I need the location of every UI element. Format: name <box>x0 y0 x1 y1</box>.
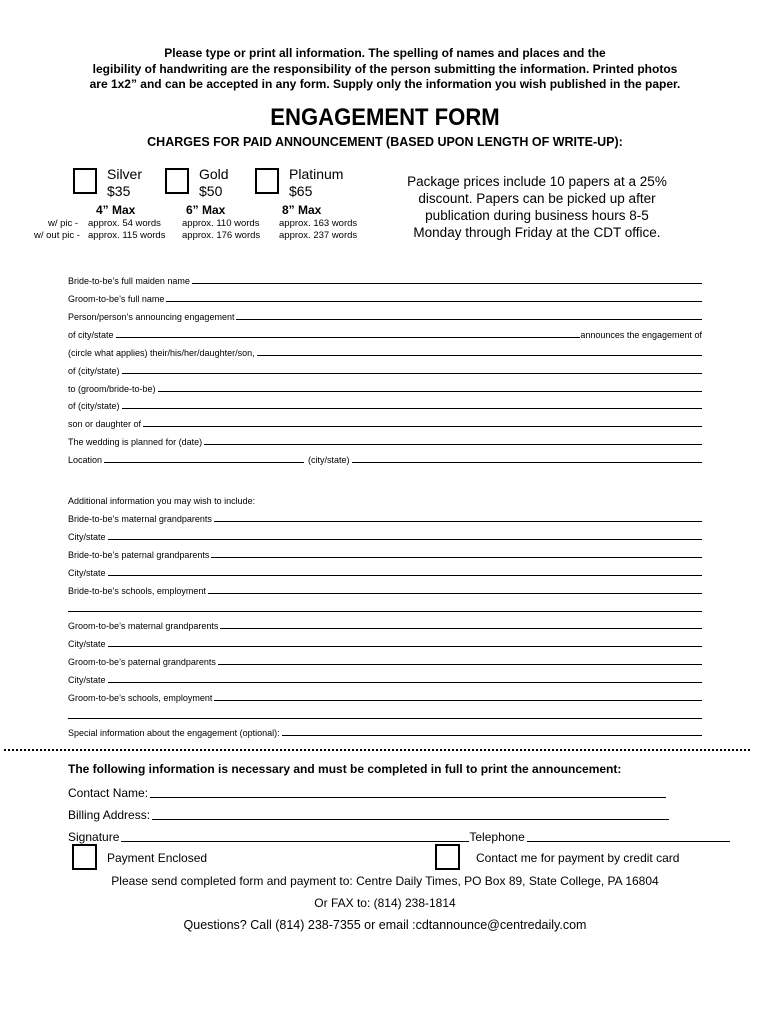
with-pic-label: w/ pic - <box>48 218 79 229</box>
to-groom-label: to (groom/bride-to-be) <box>68 384 156 394</box>
city-1-input-line[interactable] <box>108 539 702 540</box>
of-city-2-input-line[interactable] <box>122 408 702 409</box>
gold-max: 6” Max <box>186 203 226 217</box>
circle-input-line[interactable] <box>257 355 702 356</box>
contact-credit-checkbox[interactable] <box>435 844 460 870</box>
groom-schools-row <box>68 690 702 703</box>
bride-name-label: Bride-to-be’s full maiden name <box>68 276 190 286</box>
announcer-input-line[interactable] <box>236 319 702 320</box>
silver-price: $35 <box>107 183 131 199</box>
bride-name-row <box>68 273 702 286</box>
to-groom-row <box>68 381 702 394</box>
contact-input-line[interactable] <box>150 797 666 798</box>
platinum-name: Platinum <box>289 166 344 182</box>
additional-heading: Additional information you may wish to include: <box>68 496 256 506</box>
gold-price: $50 <box>199 183 223 199</box>
platinum-max: 8” Max <box>282 203 322 217</box>
announcer-city-input-line[interactable] <box>116 337 581 338</box>
city-3-input-line[interactable] <box>108 646 702 647</box>
groom-name-row <box>68 291 702 304</box>
footer-send: Please send completed form and payment to: Centre Daily Times, PO Box 89, State College, PA 16804 <box>111 874 659 888</box>
announces-suffix: announces the engagement of <box>580 330 702 340</box>
city-4-row <box>68 672 702 685</box>
bride-paternal-label: Bride-to-be’s paternal grandparents <box>68 550 210 560</box>
platinum-checkbox[interactable] <box>255 168 279 194</box>
telephone-input-line[interactable] <box>527 841 730 842</box>
contact-credit-label: Contact me for payment by credit card <box>476 851 680 865</box>
announcer-city-row <box>68 327 702 340</box>
special-row <box>68 725 702 738</box>
of-city-1-label: of (city/state) <box>68 366 120 376</box>
circle-label: (circle what applies) their/his/her/daughter/son, <box>68 348 255 358</box>
groom-maternal-label: Groom-to-be’s maternal grandparents <box>68 621 219 631</box>
wedding-date-label: The wedding is planned for (date) <box>68 437 203 447</box>
of-city-2-label: of (city/state) <box>68 401 120 411</box>
silver-without-pic: approx. 115 words <box>88 230 166 241</box>
wedding-date-input-line[interactable] <box>204 444 702 445</box>
groom-schools-extra-line[interactable] <box>68 718 702 719</box>
son-daughter-input-line[interactable] <box>143 426 702 427</box>
groom-paternal-row <box>68 654 702 667</box>
silver-with-pic: approx. 54 words <box>88 218 161 229</box>
bride-schools-row <box>68 583 702 596</box>
city-1-label: City/state <box>68 532 106 542</box>
special-label: Special information about the engagement (optional): <box>68 728 280 738</box>
location-label: Location <box>68 455 103 465</box>
city-2-row <box>68 565 702 578</box>
bride-paternal-input-line[interactable] <box>211 557 702 558</box>
of-city-1-row <box>68 363 702 376</box>
groom-name-input-line[interactable] <box>166 301 702 302</box>
intro-line-3: are 1x2” and can be accepted in any form. Supply only the information you wish published in the paper. <box>89 77 681 91</box>
bride-schools-extra-line[interactable] <box>68 611 702 612</box>
package-note-line-1: Package prices include 10 papers at a 25% <box>407 174 667 189</box>
wedding-date-row <box>68 434 702 447</box>
payment-enclosed-checkbox[interactable] <box>72 844 97 870</box>
of-city-1-input-line[interactable] <box>122 373 702 374</box>
dotted-divider <box>4 749 750 751</box>
gold-without-pic: approx. 176 words <box>182 230 261 241</box>
address-input-line[interactable] <box>152 819 669 820</box>
address-label: Billing Address: <box>68 808 151 822</box>
package-note <box>396 173 678 241</box>
signature-row <box>68 828 730 844</box>
signature-label: Signature <box>68 830 120 844</box>
billing-heading: The following information is necessary and must be completed in full to print the announcement: <box>68 762 622 776</box>
bride-maternal-row <box>68 511 702 524</box>
location-row <box>68 452 702 465</box>
bride-paternal-row <box>68 547 702 560</box>
gold-name: Gold <box>199 166 229 182</box>
intro-line-2: legibility of handwriting are the responsibility of the person submitting the information. Printed photos <box>92 61 678 76</box>
footer-fax: Or FAX to: (814) 238-1814 <box>314 896 456 910</box>
groom-schools-input-line[interactable] <box>214 700 702 701</box>
bride-schools-label: Bride-to-be’s schools, employment <box>68 586 206 596</box>
city-4-label: City/state <box>68 675 106 685</box>
groom-maternal-row <box>68 618 702 631</box>
bride-schools-input-line[interactable] <box>208 593 702 594</box>
intro-line-1: Please type or print all information. The spelling of names and places and the <box>164 46 606 60</box>
groom-name-label: Groom-to-be’s full name <box>68 294 165 304</box>
silver-checkbox[interactable] <box>73 168 97 194</box>
son-daughter-label: son or daughter of <box>68 419 142 429</box>
gold-with-pic: approx. 110 words <box>182 218 260 229</box>
platinum-without-pic: approx. 237 words <box>279 230 358 241</box>
silver-name: Silver <box>107 166 143 182</box>
address-row <box>68 806 669 822</box>
circle-row <box>68 345 702 358</box>
charges-heading: CHARGES FOR PAID ANNOUNCEMENT (BASED UPON LENGTH OF WRITE-UP): <box>147 135 623 149</box>
platinum-price: $65 <box>289 183 313 199</box>
special-input-line[interactable] <box>282 735 702 736</box>
city-2-input-line[interactable] <box>108 575 702 576</box>
intro-text <box>40 46 730 93</box>
contact-row <box>68 784 666 800</box>
additional-heading-row <box>68 493 702 506</box>
bride-maternal-input-line[interactable] <box>214 521 702 522</box>
package-note-line-4: Monday through Friday at the CDT office. <box>413 225 661 240</box>
telephone-label: Telephone <box>469 830 525 844</box>
announcer-label: Person/person’s announcing engagement <box>68 312 235 322</box>
contact-label: Contact Name: <box>68 786 149 800</box>
package-note-line-2: discount. Papers can be picked up after <box>418 191 656 206</box>
groom-maternal-input-line[interactable] <box>220 628 702 629</box>
of-city-2-row <box>68 398 702 411</box>
announcer-row <box>68 309 702 322</box>
city-2-label: City/state <box>68 568 106 578</box>
location-input-line[interactable] <box>104 462 304 463</box>
payment-enclosed-label: Payment Enclosed <box>107 851 208 865</box>
signature-input-line[interactable] <box>121 841 469 842</box>
announcer-city-label: of city/state <box>68 330 114 340</box>
son-daughter-row <box>68 416 702 429</box>
platinum-with-pic: approx. 163 words <box>279 218 358 229</box>
city-4-input-line[interactable] <box>108 682 702 683</box>
location-city-label: (city/state) <box>308 455 350 465</box>
groom-schools-label: Groom-to-be’s schools, employment <box>68 693 213 703</box>
groom-paternal-input-line[interactable] <box>218 664 702 665</box>
groom-paternal-label: Groom-to-be’s paternal grandparents <box>68 657 216 667</box>
location-city-input-line[interactable] <box>352 462 702 463</box>
without-pic-label: w/ out pic - <box>34 230 80 241</box>
bride-maternal-label: Bride-to-be’s maternal grandparents <box>68 514 212 524</box>
package-note-line-3: publication during business hours 8-5 <box>425 208 649 223</box>
page-title: ENGAGEMENT FORM <box>270 104 500 131</box>
gold-checkbox[interactable] <box>165 168 189 194</box>
city-1-row <box>68 529 702 542</box>
to-groom-input-line[interactable] <box>158 391 702 392</box>
silver-max: 4” Max <box>96 203 136 217</box>
city-3-label: City/state <box>68 639 106 649</box>
bride-name-input-line[interactable] <box>192 283 702 284</box>
footer-questions: Questions? Call (814) 238-7355 or email :cdtannounce@centredaily.com <box>183 918 587 932</box>
city-3-row <box>68 636 702 649</box>
